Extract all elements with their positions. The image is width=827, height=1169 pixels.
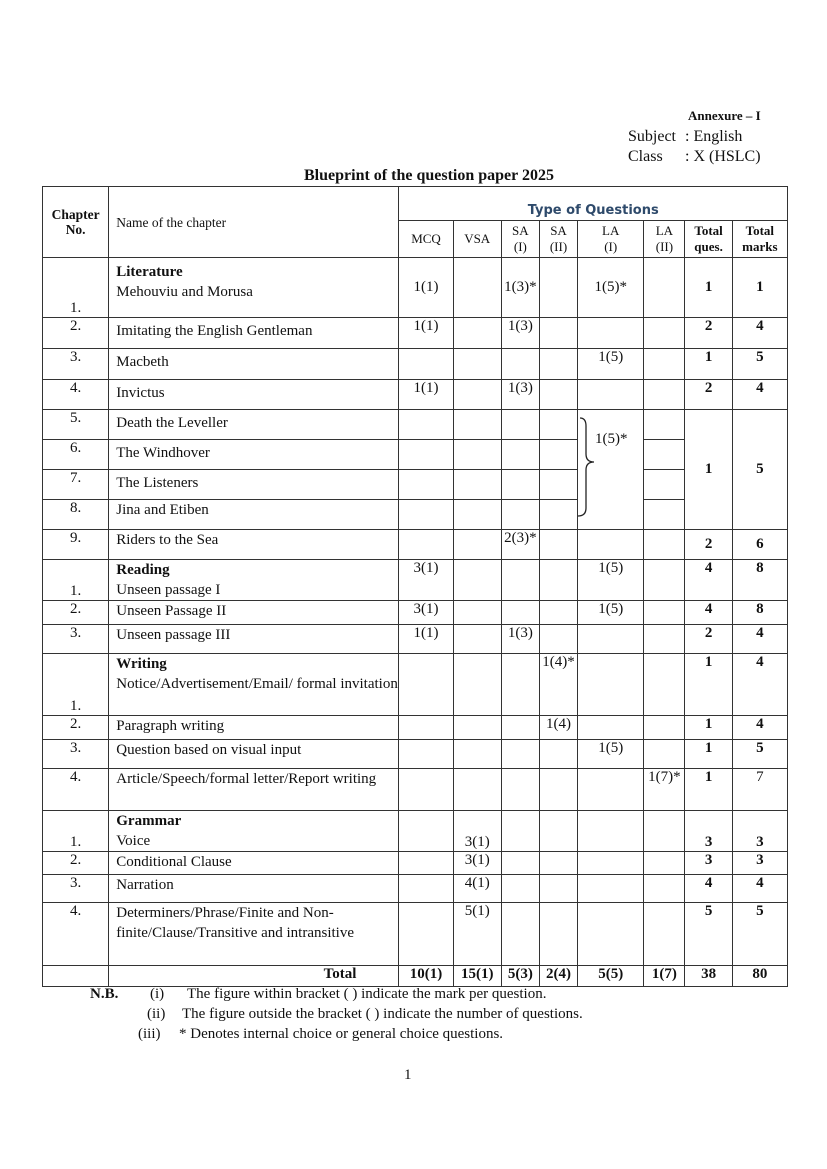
- cell-total-ques-group: 1: [685, 410, 732, 530]
- cell-total-marks: 8: [732, 601, 787, 625]
- cell-sa2: 1(4)*: [539, 654, 577, 716]
- table-row: [43, 410, 788, 440]
- chapter-name: Macbeth: [109, 349, 399, 380]
- cell-total-marks: 4: [732, 875, 787, 903]
- total-sa1: 5(3): [501, 966, 539, 987]
- chapter-name: Death the Leveller: [109, 410, 399, 440]
- cell-sa2: [539, 769, 577, 811]
- chapter-no: 1.: [43, 654, 109, 716]
- chapter-name: Invictus: [109, 380, 399, 410]
- cell-la1: [578, 875, 644, 903]
- cell-mcq: [399, 875, 453, 903]
- table-row: [43, 740, 788, 769]
- subject-value: : English: [685, 128, 743, 145]
- cell-sa2: [539, 318, 577, 349]
- note-text: The figure within bracket ( ) indicate the mark per question.: [187, 986, 547, 1002]
- table-row: [43, 440, 788, 470]
- note-num: (ii): [147, 1006, 166, 1022]
- cell-vsa: [453, 380, 501, 410]
- cell-mcq: 1(1): [399, 258, 453, 318]
- note-num: (iii): [138, 1026, 161, 1042]
- cell-total-marks: 5: [732, 740, 787, 769]
- cell-la2: [644, 601, 685, 625]
- cell-mcq: 3(1): [399, 601, 453, 625]
- cell-total-ques: 2: [685, 318, 732, 349]
- cell-total-marks: 4: [732, 380, 787, 410]
- cell-mcq: 3(1): [399, 560, 453, 601]
- cell-total-ques: 4: [685, 560, 732, 601]
- chapter-no: 2.: [43, 601, 109, 625]
- cell-vsa: [453, 530, 501, 560]
- header-la1: LA (I): [578, 221, 644, 258]
- chapter-name: Determiners/Phrase/Finite and Non-finite/Clause/Transitive and intransitive: [109, 903, 399, 966]
- total-sa2: 2(4): [539, 966, 577, 987]
- cell-sa1: [501, 654, 539, 716]
- page-number: 1: [404, 1067, 412, 1083]
- cell-vsa: [453, 654, 501, 716]
- cell-total-marks: 4: [732, 318, 787, 349]
- section-heading: Reading: [116, 562, 170, 578]
- cell-total-ques: 1: [685, 769, 732, 811]
- cell-la1: 1(5): [578, 560, 644, 601]
- cell-total-ques: 3: [685, 811, 732, 852]
- cell-vsa: [453, 258, 501, 318]
- chapter-no: 3.: [43, 349, 109, 380]
- cell-sa1: 1(3): [501, 625, 539, 654]
- cell-la2: [644, 500, 685, 530]
- table-row: [43, 349, 788, 380]
- total-la1: 5(5): [578, 966, 644, 987]
- cell-total-marks: 4: [732, 654, 787, 716]
- chapter-name: Question based on visual input: [109, 740, 399, 769]
- chapter-no: 9.: [43, 530, 109, 560]
- table-row: [43, 625, 788, 654]
- cell-mcq: [399, 500, 453, 530]
- chapter-no: 7.: [43, 470, 109, 500]
- cell-total-marks: 4: [732, 625, 787, 654]
- table-row: [43, 903, 788, 966]
- cell-total-ques: 2: [685, 530, 732, 560]
- cell-la2: [644, 811, 685, 852]
- table-row: [43, 716, 788, 740]
- cell-sa1: [501, 601, 539, 625]
- chapter-name: Writing Notice/Advertisement/Email/ formal invitation: [109, 654, 399, 716]
- chapter-name: Imitating the English Gentleman: [109, 318, 399, 349]
- cell-sa1: [501, 500, 539, 530]
- table-row: [43, 318, 788, 349]
- chapter-no: 1.: [43, 258, 109, 318]
- cell-mcq: [399, 410, 453, 440]
- cell-la1: 1(5): [578, 601, 644, 625]
- table-row: [43, 380, 788, 410]
- blueprint-table: [42, 186, 788, 987]
- chapter-name: The Listeners: [109, 470, 399, 500]
- cell-total-marks: 5: [732, 903, 787, 966]
- table-row: [43, 769, 788, 811]
- chapter-no: 3.: [43, 875, 109, 903]
- chapter-name: Unseen Passage II: [109, 601, 399, 625]
- subject-label: Subject: [628, 128, 676, 145]
- cell-la1: [578, 769, 644, 811]
- cell-total-marks: 5: [732, 349, 787, 380]
- chapter-no: 2.: [43, 318, 109, 349]
- cell-vsa: 3(1): [453, 811, 501, 852]
- chapter-no: 4.: [43, 903, 109, 966]
- cell-la2: 1(7)*: [644, 769, 685, 811]
- cell-sa2: [539, 811, 577, 852]
- annexure-label: Annexure – I: [688, 108, 761, 123]
- table-row: [43, 500, 788, 530]
- chapter-name: Literature Mehouviu and Morusa: [109, 258, 399, 318]
- cell-total-ques: 1: [685, 716, 732, 740]
- cell-vsa: [453, 601, 501, 625]
- total-row: [43, 966, 788, 987]
- note-text: * Denotes internal choice or general choice questions.: [179, 1026, 504, 1042]
- total-mcq: 10(1): [399, 966, 453, 987]
- header-chapter-name: Name of the chapter: [109, 187, 399, 258]
- cell-sa2: [539, 440, 577, 470]
- cell-la2: [644, 625, 685, 654]
- cell-sa1: [501, 769, 539, 811]
- cell-total-marks: 4: [732, 716, 787, 740]
- chapter-no: 5.: [43, 410, 109, 440]
- cell-la1: 1(5): [578, 349, 644, 380]
- cell-la2: [644, 440, 685, 470]
- chapter-name: Paragraph writing: [109, 716, 399, 740]
- total-marks: 80: [732, 966, 787, 987]
- cell-sa2: [539, 903, 577, 966]
- cell-vsa: [453, 560, 501, 601]
- cell-vsa: [453, 625, 501, 654]
- table-row: [43, 530, 788, 560]
- chapter-name: Narration: [109, 875, 399, 903]
- cell-vsa: 4(1): [453, 875, 501, 903]
- cell-sa2: [539, 625, 577, 654]
- cell-la2: [644, 560, 685, 601]
- chapter-name: The Windhover: [109, 440, 399, 470]
- cell-total-marks: 7: [732, 769, 787, 811]
- cell-sa1: [501, 740, 539, 769]
- cell-mcq: [399, 440, 453, 470]
- cell-vsa: 5(1): [453, 903, 501, 966]
- table-row: [43, 560, 788, 601]
- cell-la2: [644, 852, 685, 875]
- cell-mcq: [399, 654, 453, 716]
- cell-sa2: [539, 470, 577, 500]
- cell-la1: [578, 318, 644, 349]
- cell-total-marks: 1: [732, 258, 787, 318]
- cell-sa2: [539, 740, 577, 769]
- chapter-no: 2.: [43, 852, 109, 875]
- cell-total-ques: 1: [685, 740, 732, 769]
- class-label: Class: [628, 148, 663, 165]
- cell-sa1: [501, 875, 539, 903]
- cell-la2: [644, 380, 685, 410]
- section-heading: Literature: [116, 264, 183, 280]
- cell-total-marks: 8: [732, 560, 787, 601]
- cell-mcq: [399, 769, 453, 811]
- table-row: [43, 470, 788, 500]
- header-sa1: SA (I): [501, 221, 539, 258]
- cell-sa1: [501, 560, 539, 601]
- total-vsa: 15(1): [453, 966, 501, 987]
- cell-la2: [644, 654, 685, 716]
- cell-total-marks-group: 5: [732, 410, 787, 530]
- chapter-name: Unseen passage III: [109, 625, 399, 654]
- poems-la1-value: 1(5)*: [595, 431, 628, 447]
- cell-sa1: [501, 852, 539, 875]
- cell-sa2: [539, 349, 577, 380]
- cell-vsa: [453, 349, 501, 380]
- header-vsa: VSA: [453, 221, 501, 258]
- cell-vsa: [453, 740, 501, 769]
- cell-total-ques: 2: [685, 625, 732, 654]
- cell-la1: 1(5)*: [578, 258, 644, 318]
- cell-sa1: [501, 811, 539, 852]
- cell-total-ques: 2: [685, 380, 732, 410]
- cell-la2: [644, 740, 685, 769]
- cell-vsa: [453, 500, 501, 530]
- header-sa2: SA (II): [539, 221, 577, 258]
- class-value: : X (HSLC): [685, 148, 761, 165]
- cell-vsa: [453, 716, 501, 740]
- cell-sa2: [539, 530, 577, 560]
- cell-mcq: [399, 470, 453, 500]
- cell-sa2: [539, 410, 577, 440]
- cell-total-ques: 1: [685, 349, 732, 380]
- cell-sa2: [539, 560, 577, 601]
- header-type-of-questions: Type of Questions: [399, 187, 788, 221]
- cell-mcq: [399, 852, 453, 875]
- header-total-marks: Total marks: [732, 221, 787, 258]
- cell-sa2: [539, 601, 577, 625]
- cell-mcq: [399, 530, 453, 560]
- table-row: [43, 852, 788, 875]
- cell-sa2: [539, 500, 577, 530]
- cell-total-ques: 3: [685, 852, 732, 875]
- document-title: Blueprint of the question paper 2025: [304, 167, 554, 184]
- cell-vsa: [453, 410, 501, 440]
- chapter-no: 2.: [43, 716, 109, 740]
- chapter-name: Jina and Etiben: [109, 500, 399, 530]
- chapter-name: Grammar Voice: [109, 811, 399, 852]
- cell-sa1: 1(3): [501, 318, 539, 349]
- chapter-no: 8.: [43, 500, 109, 530]
- cell-mcq: 1(1): [399, 625, 453, 654]
- cell-sa1: [501, 903, 539, 966]
- cell-sa1: [501, 440, 539, 470]
- cell-total-ques: 1: [685, 654, 732, 716]
- cell-total-ques: 4: [685, 875, 732, 903]
- cell-mcq: [399, 903, 453, 966]
- cell-la2: [644, 903, 685, 966]
- cell-sa1: [501, 470, 539, 500]
- cell-la2: [644, 258, 685, 318]
- table-row: [43, 875, 788, 903]
- cell-sa1: [501, 410, 539, 440]
- cell-total-marks: 3: [732, 852, 787, 875]
- table-row: [43, 811, 788, 852]
- total-ques: 38: [685, 966, 732, 987]
- cell-total-ques: 5: [685, 903, 732, 966]
- cell-la2: [644, 470, 685, 500]
- total-la2: 1(7): [644, 966, 685, 987]
- cell-la1: [578, 852, 644, 875]
- cell-la1: [578, 811, 644, 852]
- cell-la1: [578, 716, 644, 740]
- cell-vsa: [453, 318, 501, 349]
- table-row: [43, 601, 788, 625]
- chapter-no: 4.: [43, 769, 109, 811]
- cell-sa1: 1(3): [501, 380, 539, 410]
- header-mcq: MCQ: [399, 221, 453, 258]
- cell-vsa: [453, 769, 501, 811]
- cell-sa1: [501, 349, 539, 380]
- cell-sa1: [501, 716, 539, 740]
- cell-vsa: [453, 440, 501, 470]
- table-row: [43, 654, 788, 716]
- chapter-no: 4.: [43, 380, 109, 410]
- chapter-no: 6.: [43, 440, 109, 470]
- cell-total-marks: 3: [732, 811, 787, 852]
- cell-la1: 1(5): [578, 740, 644, 769]
- cell-sa2: [539, 852, 577, 875]
- cell-sa1: 2(3)*: [501, 530, 539, 560]
- chapter-name: Riders to the Sea: [109, 530, 399, 560]
- cell-la2: [644, 318, 685, 349]
- cell-mcq: [399, 349, 453, 380]
- cell-la2: [644, 410, 685, 440]
- cell-la2: [644, 530, 685, 560]
- table-row: [43, 258, 788, 318]
- chapter-no: 3.: [43, 625, 109, 654]
- cell-la1: [578, 380, 644, 410]
- note-num: (i): [150, 986, 165, 1002]
- cell-total-ques: 1: [685, 258, 732, 318]
- chapter-name: Article/Speech/formal letter/Report writing: [109, 769, 399, 811]
- header-chapter-no: Chapter No.: [43, 187, 109, 258]
- cell-la2: [644, 875, 685, 903]
- cell-la1: [578, 654, 644, 716]
- cell-mcq: [399, 716, 453, 740]
- cell-la2: [644, 349, 685, 380]
- header-total-ques: Total ques.: [685, 221, 732, 258]
- cell-total-ques: 4: [685, 601, 732, 625]
- cell-la1: [578, 625, 644, 654]
- cell-sa2: [539, 380, 577, 410]
- chapter-no: 1.: [43, 811, 109, 852]
- header-la2: LA (II): [644, 221, 685, 258]
- cell-total-marks: 6: [732, 530, 787, 560]
- cell-la2: [644, 716, 685, 740]
- cell-mcq: 1(1): [399, 318, 453, 349]
- chapter-name: Reading Unseen passage I: [109, 560, 399, 601]
- cell-vsa: [453, 470, 501, 500]
- cell-mcq: 1(1): [399, 380, 453, 410]
- section-heading: Writing: [116, 656, 167, 672]
- cell-la1: [578, 903, 644, 966]
- subject-block: [628, 127, 761, 167]
- total-blank: [43, 966, 109, 987]
- nb-label: N.B.: [90, 986, 119, 1002]
- cell-la1: [578, 530, 644, 560]
- cell-sa2: 1(4): [539, 716, 577, 740]
- chapter-no: 1.: [43, 560, 109, 601]
- chapter-name: Conditional Clause: [109, 852, 399, 875]
- cell-mcq: [399, 740, 453, 769]
- cell-sa2: [539, 258, 577, 318]
- total-label: Total: [109, 966, 399, 987]
- note-text: The figure outside the bracket ( ) indicate the number of questions.: [182, 1006, 583, 1022]
- cell-sa1: 1(3)*: [501, 258, 539, 318]
- cell-vsa: 3(1): [453, 852, 501, 875]
- section-heading: Grammar: [116, 813, 182, 829]
- cell-mcq: [399, 811, 453, 852]
- chapter-no: 3.: [43, 740, 109, 769]
- cell-sa2: [539, 875, 577, 903]
